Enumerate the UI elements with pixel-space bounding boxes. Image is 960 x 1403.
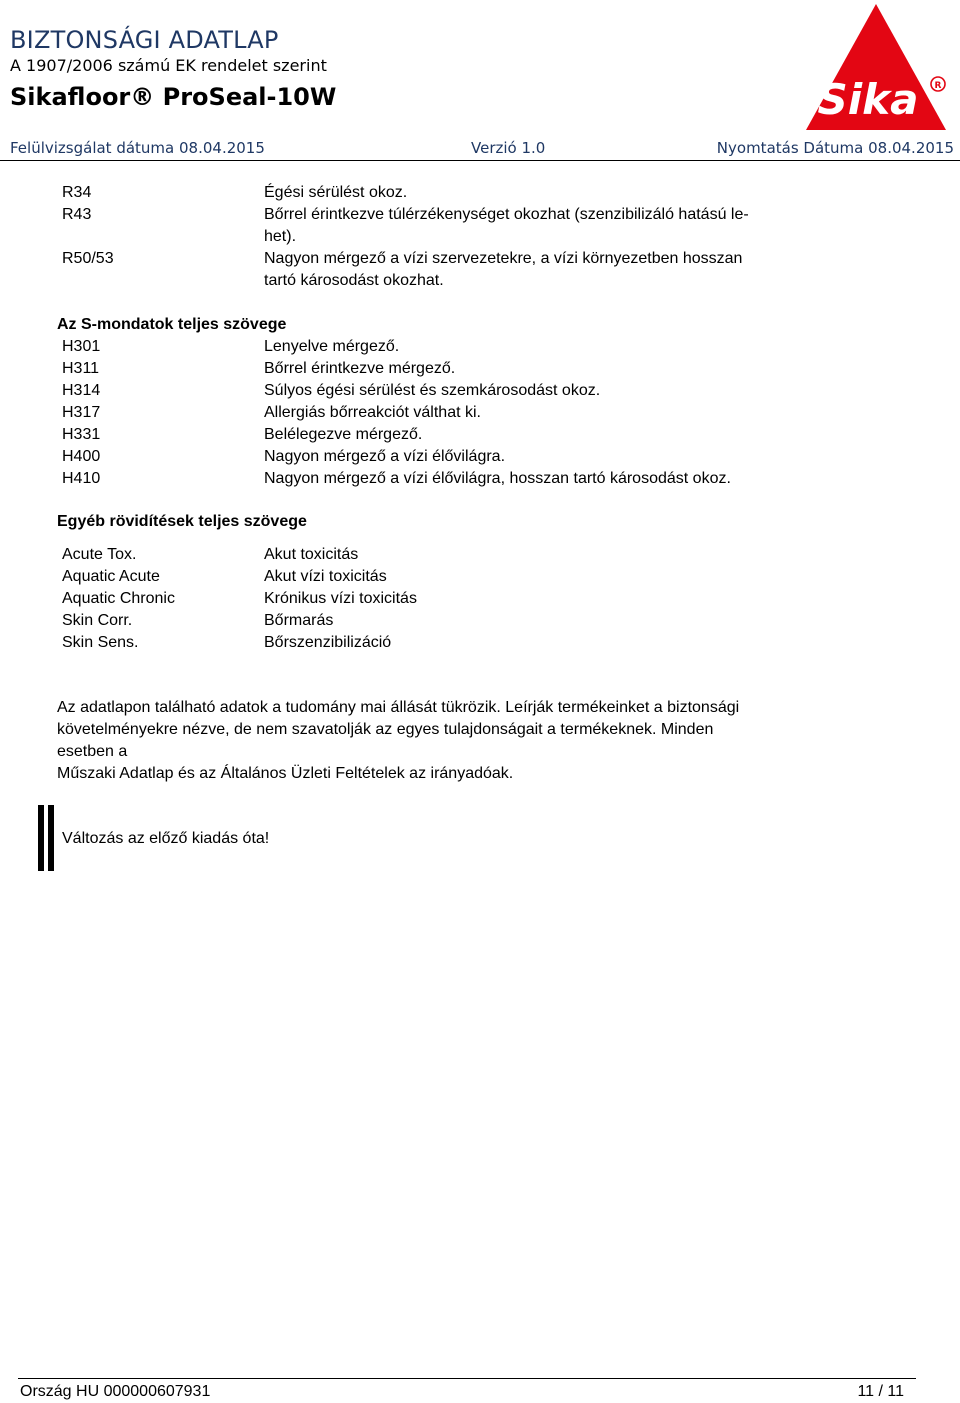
header-divider — [0, 160, 960, 161]
h-statement-code: H400 — [62, 448, 101, 465]
h-statement-text: Allergiás bőrreakciót válthat ki. — [264, 404, 481, 421]
h-statement-code: H314 — [62, 382, 101, 399]
h-statement-text: Bőrrel érintkezve mérgező. — [264, 360, 456, 377]
h-statement-code: H317 — [62, 404, 101, 421]
h-statement-text: Súlyos égési sérülést és szemkárosodást okoz. — [264, 382, 601, 399]
document-title: BIZTONSÁGI ADATLAP — [10, 26, 279, 54]
h-statement-text: Belélegezve mérgező. — [264, 426, 423, 443]
r-phrase-code: R43 — [62, 206, 92, 223]
r-phrase-text-cont: het). — [264, 228, 297, 245]
sika-logo — [806, 4, 952, 132]
footer-country-id: Ország HU 000000607931 — [20, 1383, 211, 1400]
product-name: Sikafloor® ProSeal-10W — [10, 83, 337, 111]
r-phrase-text: Bőrrel érintkezve túlérzékenységet okozhat (szenzibilizáló hatású le- — [264, 206, 749, 223]
h-statement-code: H410 — [62, 470, 101, 487]
h-statement-text: Nagyon mérgező a vízi élővilágra. — [264, 448, 506, 465]
disclaimer-line: Az adatlapon található adatok a tudomány mai állását tükrözik. Leírják termékeinket a biztonsági — [57, 699, 740, 716]
abbr-code: Skin Sens. — [62, 634, 139, 651]
change-marker-bar — [48, 805, 54, 871]
logo-text: Sika — [817, 75, 919, 124]
h-statement-code: H311 — [62, 360, 100, 377]
change-marker-bar — [38, 805, 44, 871]
revision-date: Felülvizsgálat dátuma 08.04.2015 — [10, 139, 265, 157]
abbr-code: Skin Corr. — [62, 612, 133, 629]
r-phrase-text: Égési sérülést okoz. — [264, 184, 408, 201]
s-section-heading: Az S-mondatok teljes szövege — [57, 316, 287, 333]
abbr-section-heading: Egyéb rövidítések teljes szövege — [57, 513, 307, 530]
abbr-code: Aquatic Acute — [62, 568, 160, 585]
r-phrase-code: R50/53 — [62, 250, 114, 267]
abbr-text: Bőrszenzibilizáció — [264, 634, 392, 651]
h-statement-code: H331 — [62, 426, 101, 443]
footer-divider — [18, 1378, 916, 1379]
disclaimer-line: követelményekre nézve, de nem szavatolják az egyes tulajdonságait a termékeknek. Minden — [57, 721, 714, 738]
change-note: Változás az előző kiadás óta! — [62, 830, 270, 847]
version-label: Verzió 1.0 — [471, 139, 546, 157]
print-date: Nyomtatás Dátuma 08.04.2015 — [716, 139, 954, 157]
abbr-code: Acute Tox. — [62, 546, 137, 563]
svg-text:R: R — [934, 81, 942, 91]
h-statement-text: Nagyon mérgező a vízi élővilágra, hosszan tartó károsodást okoz. — [264, 470, 731, 487]
r-phrase-text: Nagyon mérgező a vízi szervezetekre, a vízi környezetben hosszan — [264, 250, 743, 267]
abbr-text: Bőrmarás — [264, 612, 334, 629]
disclaimer-paragraph — [57, 697, 917, 785]
abbr-text: Krónikus vízi toxicitás — [264, 590, 417, 607]
disclaimer-line: Műszaki Adatlap és az Általános Üzleti Feltételek az irányadóak. — [57, 765, 514, 782]
regulation-line: A 1907/2006 számú EK rendelet szerint — [10, 56, 327, 75]
document-header — [0, 0, 960, 162]
page-number: 11 / 11 — [857, 1383, 904, 1400]
abbr-code: Aquatic Chronic — [62, 590, 175, 607]
abbr-text: Akut vízi toxicitás — [264, 568, 387, 585]
r-phrase-text-cont: tartó károsodást okozhat. — [264, 272, 444, 289]
disclaimer-line: esetben a — [57, 743, 128, 760]
r-phrase-code: R34 — [62, 184, 92, 201]
abbr-text: Akut toxicitás — [264, 546, 359, 563]
h-statement-text: Lenyelve mérgező. — [264, 338, 400, 355]
h-statement-code: H301 — [62, 338, 101, 355]
